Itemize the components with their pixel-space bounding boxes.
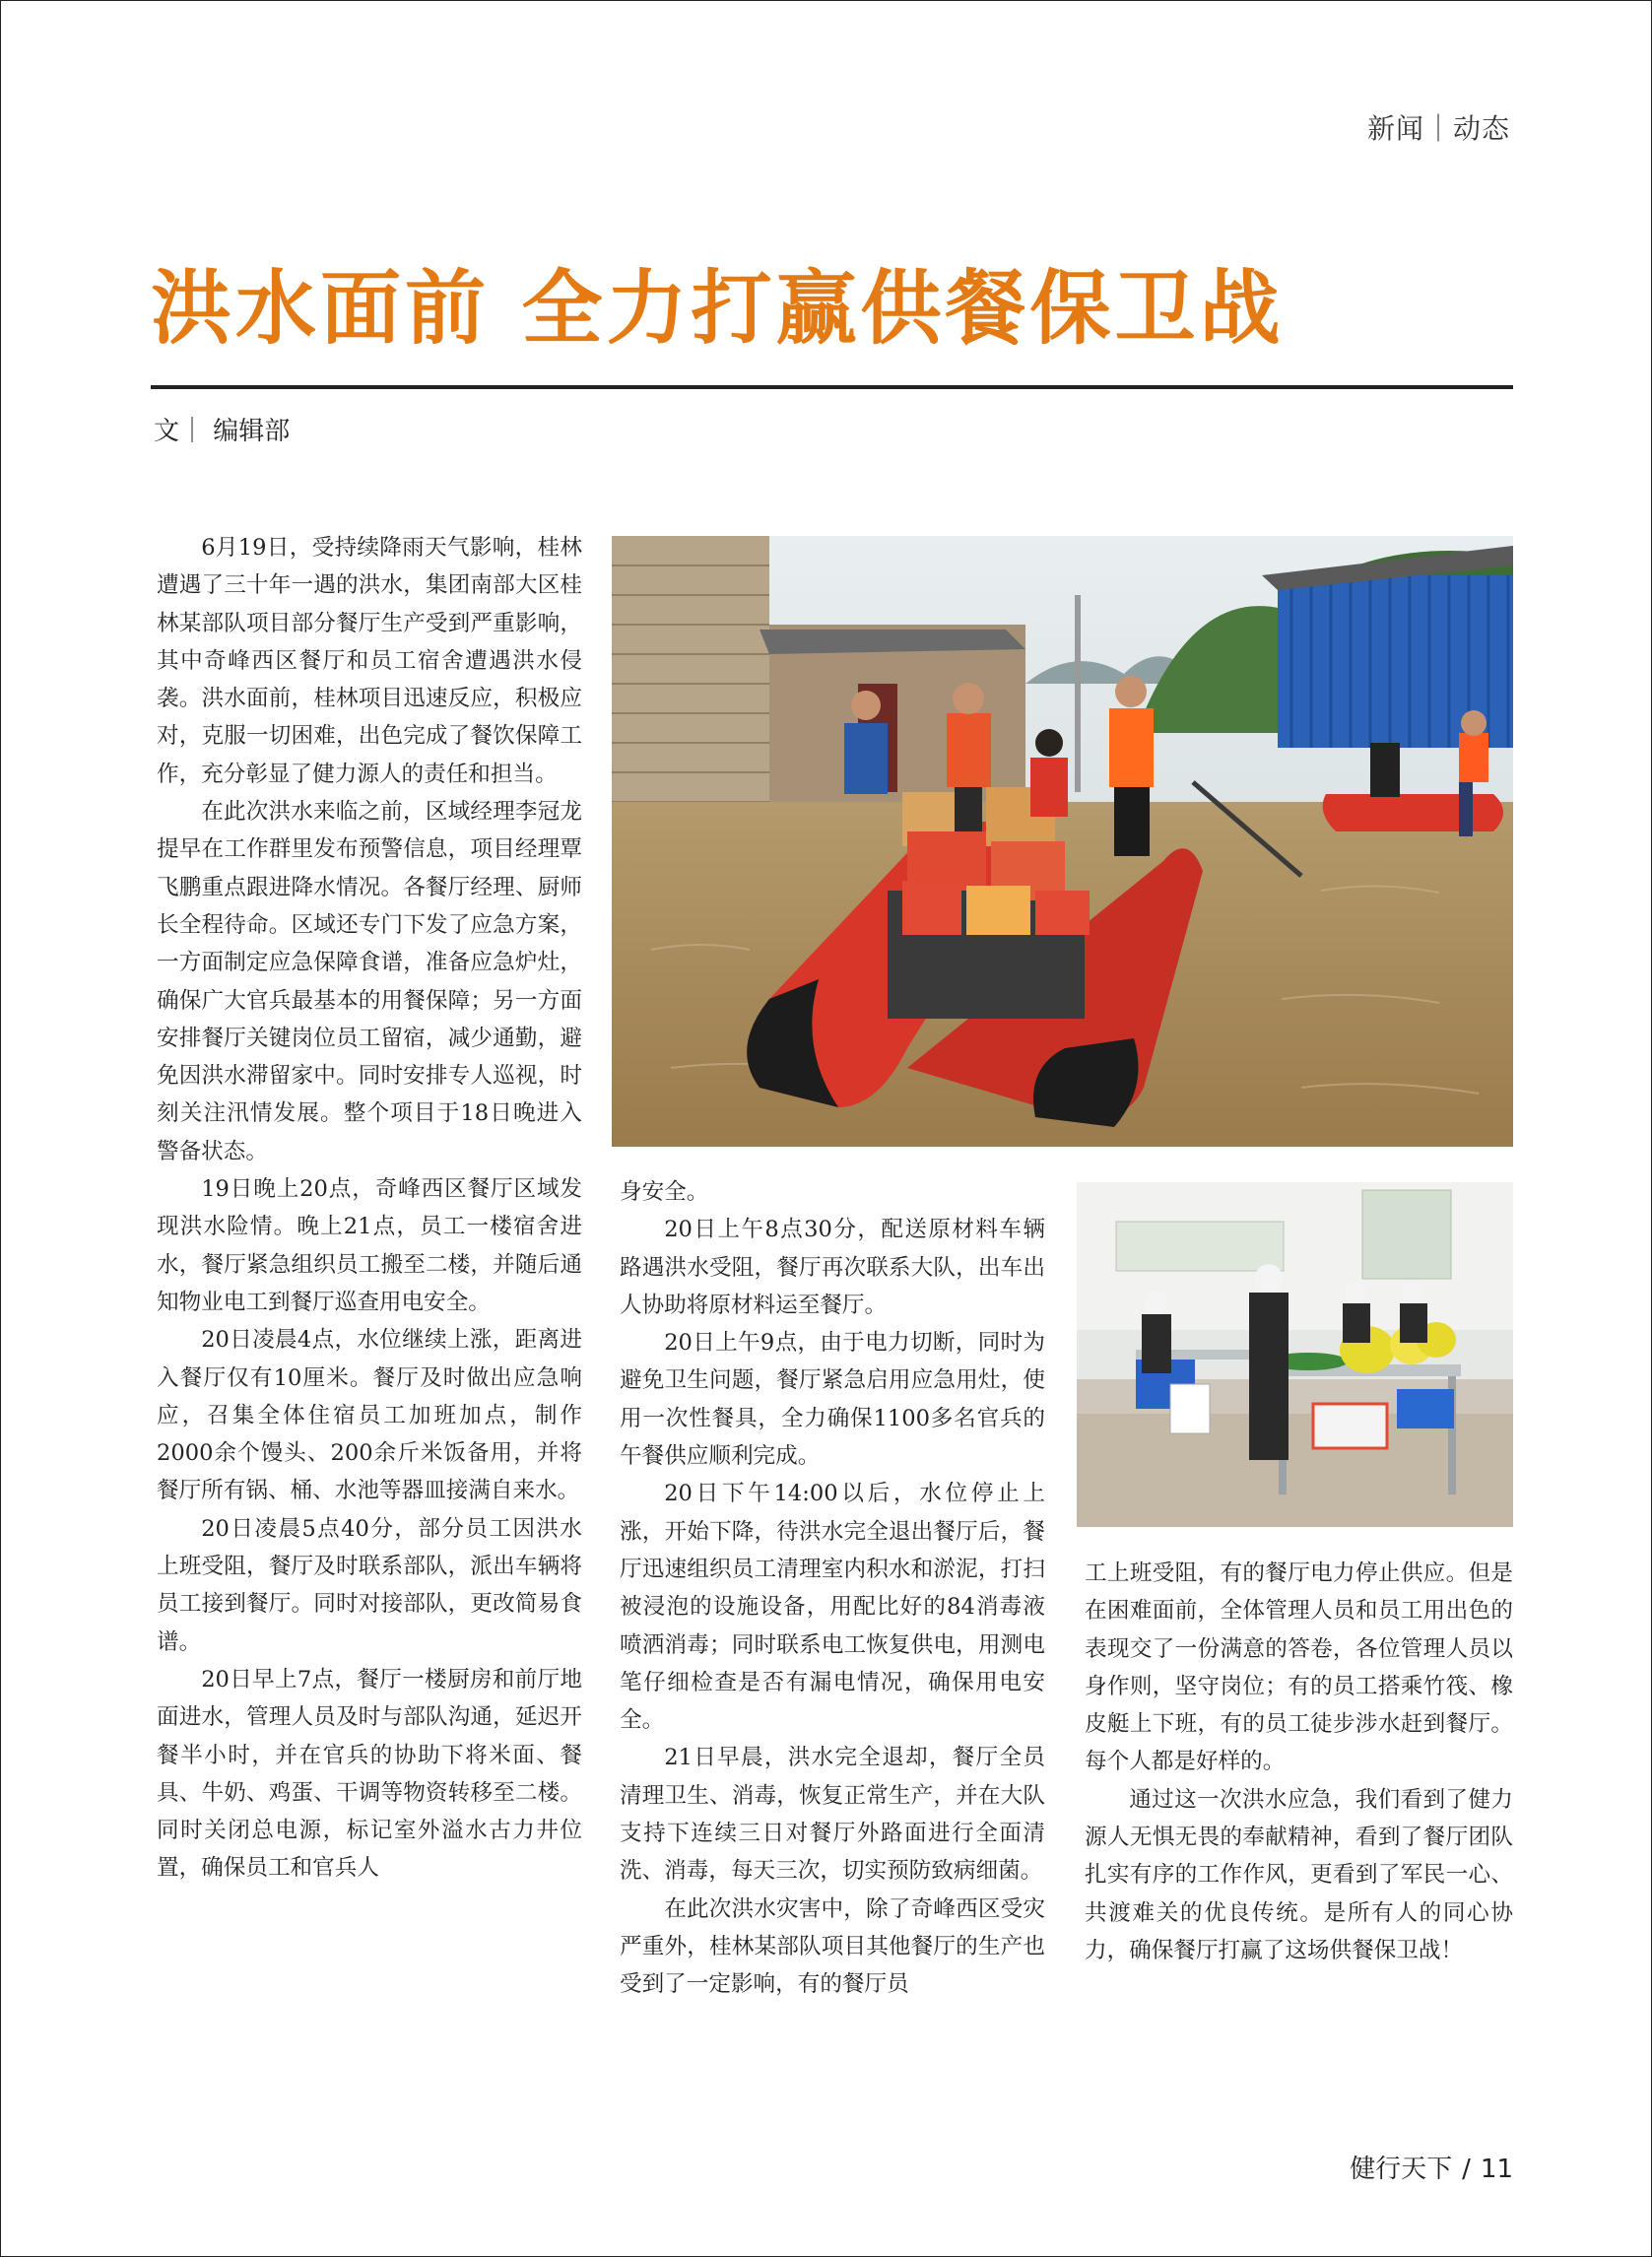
byline: 文｜ 编辑部 <box>154 417 291 446</box>
paragraph: 20日上午8点30分，配送原材料车辆路遇洪水受阻，餐厅再次联系大队，出车出人协助将原材料运至餐厅。 <box>620 1217 1045 1318</box>
article-column-3 <box>1085 1555 1513 2067</box>
paragraph: 6月19日，受持续降雨天气影响，桂林遭遇了三十年一遇的洪水，集团南部大区桂林某部队项目部分餐厅生产受到严重影响，其中奇峰西区餐厅和员工宿舍遭遇洪水侵袭。洪水面前，桂林项目迅速反应，积极应对，克服一切困难，出色完成了餐饮保障工作，充分彰显了健力源人的责任和担当。 <box>157 535 582 787</box>
paragraph: 在此次洪水灾害中，除了奇峰西区受灾严重外，桂林某部队项目其他餐厅的生产也受到了一定影响，有的餐厅员 <box>620 1895 1045 1998</box>
article-column-2 <box>620 1173 1045 2060</box>
flood-rescue-photo <box>612 536 1513 1147</box>
paragraph: 20日凌晨4点，水位继续上涨，距离进入餐厅仅有10厘米。餐厅及时做出应急响应，召集全体住宿员工加班加点，制作2000余个馒头、200余斤米饭备用，并将餐厅所有锅、桶、水池等器皿接满自来水。 <box>157 1327 582 1504</box>
kitchen-photo <box>1077 1182 1513 1527</box>
page-number: 11 <box>1480 2155 1513 2184</box>
article-column-1 <box>157 529 582 2056</box>
paragraph: 20日上午9点，由于电力切断，同时为避免卫生问题，餐厅紧急启用应急用灶，使用一次性餐具，全力确保1100多名官兵的午餐供应顺利完成。 <box>620 1330 1045 1470</box>
paragraph: 在此次洪水来临之前，区域经理李冠龙提早在工作群里发布预警信息，项目经理覃飞鹏重点跟进降水情况。各餐厅经理、厨师长全程待命。区域还专门下发了应急方案，一方面制定应急保障食谱，准备应急炉灶，确保广大官兵最基本的用餐保障；另一方面安排餐厅关键岗位员工留宿，减少通勤，避免因洪水滞留家中。同时安排专人巡视，时刻关注汛情发展。整个项目于18日晚进入警备状态。 <box>157 799 582 1164</box>
magazine-name: 健行天下 <box>1350 2155 1453 2184</box>
footer-separator: / <box>1462 2155 1471 2184</box>
title-rule <box>151 385 1513 389</box>
paragraph: 19日晚上20点，奇峰西区餐厅区域发现洪水险情。晚上21点，员工一楼宿舍进水，餐厅紧急组织员工搬至二楼，并随后通知物业电工到餐厅巡查用电安全。 <box>157 1176 582 1315</box>
paragraph: 通过这一次洪水应急，我们看到了健力源人无惧无畏的奉献精神，看到了餐厅团队扎实有序的工作作风，更看到了军民一心、共渡难关的优良传统。是所有人的同心协力，确保餐厅打赢了这场供餐保卫战！ <box>1085 1786 1513 1963</box>
flood-rescue-image <box>612 536 1513 1147</box>
paragraph: 20日早上7点，餐厅一楼厨房和前厅地面进水，管理人员及时与部队沟通，延迟开餐半小时，并在官兵的协助下将米面、餐具、牛奶、鸡蛋、干调等物资转移至二楼。同时关闭总电源，标记室外溢水古力井位置，确保员工和官兵人 <box>157 1666 582 1882</box>
kitchen-image <box>1077 1182 1513 1527</box>
page-footer <box>1350 2149 1513 2185</box>
article-title: 洪水面前 全力打赢供餐保卫战 <box>151 261 1285 356</box>
paragraph: 身安全。 <box>620 1179 709 1205</box>
paragraph: 20日下午14:00以后，水位停止上涨，开始下降，待洪水完全退出餐厅后，餐厅迅速组织员工清理室内积水和淤泥，打扫被浸泡的设施设备，用配比好的84消毒液喷洒消毒；同时联系电工恢复供电，用测电笔仔细检查是否有漏电情况，确保用电安全。 <box>620 1481 1045 1734</box>
paragraph: 21日早晨，洪水完全退却，餐厅全员清理卫生、消毒，恢复正常生产，并在大队支持下连续三日对餐厅外路面进行全面清洗、消毒，每天三次，切实预防致病细菌。 <box>620 1745 1045 1885</box>
paragraph: 工上班受阻，有的餐厅电力停止供应。但是在困难面前，全体管理人员和员工用出色的表现交了一份满意的答卷，各位管理人员以身作则，坚守岗位；有的员工搭乘竹筏、橡皮艇上下班，有的员工徒步涉水赶到餐厅。每个人都是好样的。 <box>1085 1560 1513 1775</box>
section-tag: 新闻｜动态 <box>1366 112 1510 145</box>
paragraph: 20日凌晨5点40分，部分员工因洪水上班受阻，餐厅及时联系部队，派出车辆将员工接到餐厅。同时对接部队，更改简易食谱。 <box>157 1515 582 1655</box>
